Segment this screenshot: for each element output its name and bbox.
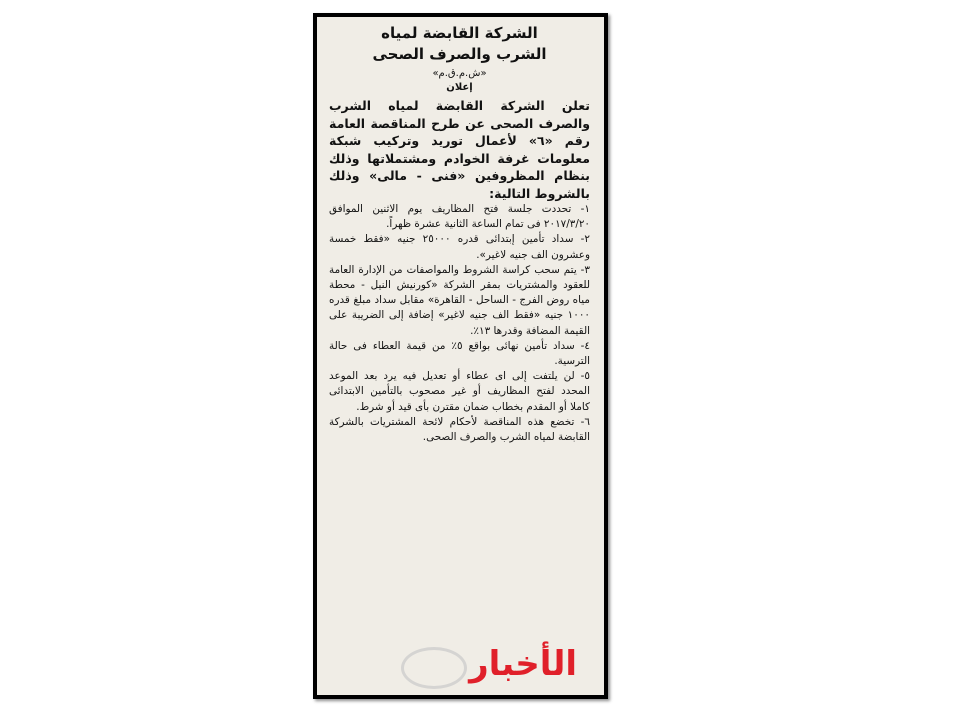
condition-1: ١- تحددت جلسة فتح المظاريف يوم الاثنين الموافق ٢٠١٧/٣/٢٠ فى تمام الساعة الثانية عشرة ظهراً. — [329, 203, 590, 231]
condition-3: ٣- يتم سحب كراسة الشروط والمواصفات من الإدارة العامة للعقود والمشتريات بمقر الشركة «كورنيش النيل - محطة مياه روض الفرج - الساحل - القاهرة» مقابل سداد مبلغ قدره ١٠٠٠ جنيه «فقط الف جنيه لاغير» إضافة إلى الضريبة على القيمة المضافة وقدرها ١٣٪. — [329, 263, 590, 337]
company-abbreviation: «ش.م.ق.م» — [432, 68, 487, 79]
ad-body — [317, 17, 604, 445]
ad-header-line1: الشركة القابضة لمياه — [381, 24, 538, 42]
condition-4: ٤- سداد تأمين نهائى بواقع ٥٪ من قيمة العطاء فى حالة الترسية. — [329, 339, 590, 368]
ad-type: إعلان — [446, 82, 473, 93]
condition-2: ٢- سداد تأمين إبتدائى قدره ٢٥٠٠٠ جنيه «فقط خمسة وعشرون الف جنيه لاغير». — [329, 233, 590, 261]
clipping-frame — [313, 13, 608, 699]
ad-header-line2: الشرب والصرف الصحى — [372, 45, 547, 63]
newspaper-name: الأخبار — [469, 644, 577, 684]
newspaper-clipping — [317, 17, 604, 695]
condition-6: ٦- تخضع هذه المناقصة لأحكام لائحة المشتريات بالشركة القابضة لمياه الشرب والصرف الصحى. — [329, 415, 590, 444]
newspaper-logo — [387, 643, 587, 687]
logo-ring-decoration — [401, 647, 467, 689]
condition-5: ٥- لن يلتفت إلى اى عطاء أو تعديل فيه يرد بعد الموعد المحدد لفتح المظاريف أو غير مصحوب بالتأمين الابتدائى كاملا أو المقدم بخطاب ضمان مقترن بأى قيد أو شرط. — [329, 370, 590, 413]
ad-intro: تعلن الشركة القابضة لمياه الشرب والصرف الصحى عن طرح المناقصة العامة رقم «٦» لأعمال توريد وتركيب شبكة معلومات غرفة الخوادم ومشتملاتها وذلك بنظام المظروفين «فنى - مالى» وذلك بالشروط التالية: — [329, 98, 590, 201]
